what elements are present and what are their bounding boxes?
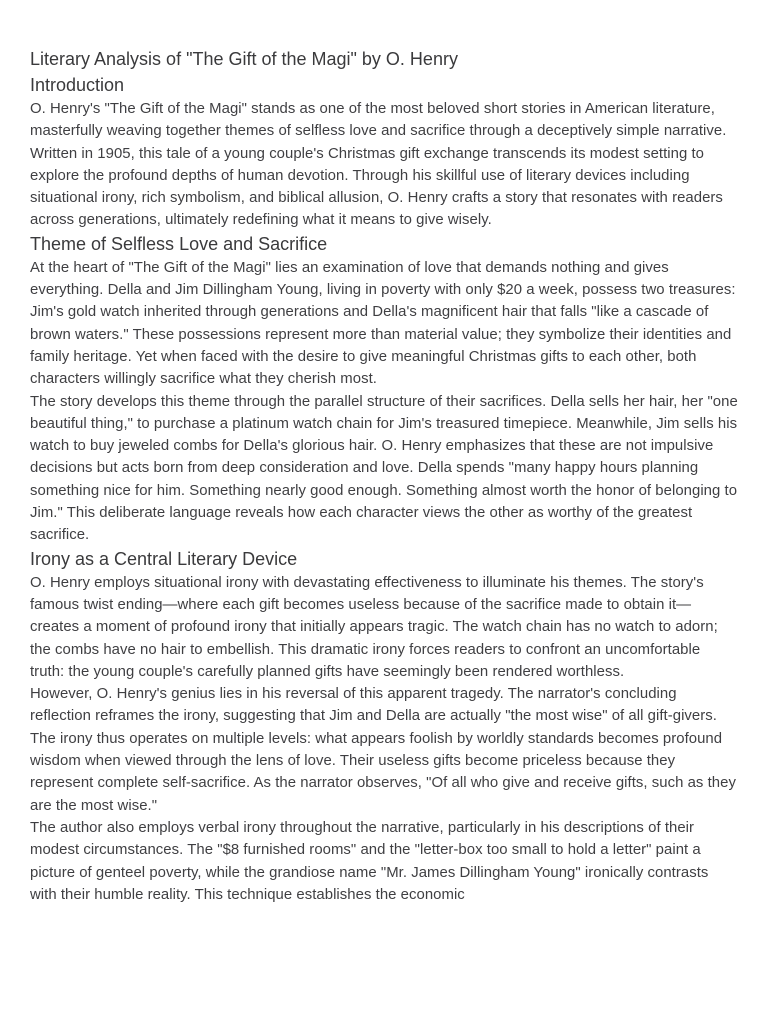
paragraph: The author also employs verbal irony throughout the narrative, particularly in his descriptions of their modest circumstances. The "$8 furnished rooms" and the "letter-box too small to hold a letter" paint a picture of genteel poverty, while the grandiose name "Mr. James Dillingham Young" ironically contrasts with their humble reality. This technique establishes the economic xyxy=(30,819,709,903)
paragraph: O. Henry's "The Gift of the Magi" stands as one of the most beloved short stories in American literature, masterfully weaving together themes of selfless love and sacrifice through a deceptively simple narrative. Written in 1905, this tale of a young couple's Christmas gift exchange transcends its modest setting to explore the profound depths of human devotion. Through his skillful use of literary devices including situational irony, rich symbolism, and biblical allusion, O. Henry crafts a story that resonates with readers across generations, ultimately redefining what it means to give wisely. xyxy=(30,101,727,229)
paragraph: However, O. Henry's genius lies in his reversal of this apparent tragedy. The narrator's concluding reflection reframes the irony, suggesting that Jim and Della are actually "the most wise" of all gift-givers. The irony thus operates on multiple levels: what appears foolish by worldly standards becomes profound wisdom when viewed through the lens of love. Their useless gifts become priceless because they represent complete self-sacrifice. As the narrator observes, "Of all who give and receive gifts, such as they are the most wise." xyxy=(30,686,736,814)
section-heading: Irony as a Central Literary Device xyxy=(30,548,298,569)
section-introduction xyxy=(30,73,738,232)
section-theme xyxy=(30,232,738,547)
section-heading: Introduction xyxy=(30,75,125,95)
section-irony xyxy=(30,547,738,906)
paragraph: O. Henry employs situational irony with devastating effectiveness to illuminate his themes. The story's famous twist ending—where each gift becomes useless because of the sacrifice made to obtain it—creates a moment of profound irony that initially appears tragic. The watch chain has no watch to adorn; the combs have no hair to embellish. This dramatic irony forces readers to confront an uncomfortable truth: the young couple's carefully planned gifts have seemingly been rendered worthless. xyxy=(30,574,718,680)
paragraph: The story develops this theme through the parallel structure of their sacrifices. Della sells her hair, her "one beautiful thing," to purchase a platinum watch chain for Jim's treasured timepiece. Meanwhile, Jim sells his watch to buy jeweled combs for Della's glorious hair. O. Henry emphasizes that these are not impulsive decisions but acts born from deep consideration and love. Della spends "many happy hours planning something nice for him. Something nearly good enough. Something almost worth the honor of belonging to Jim." This deliberate language reveals how each character views the other as worthy of the greatest sacrifice. xyxy=(30,393,738,544)
page-bottom-margin xyxy=(0,958,768,1024)
section-heading: Theme of Selfless Love and Sacrifice xyxy=(30,233,328,254)
paragraph: At the heart of "The Gift of the Magi" lies an examination of love that demands nothing and gives everything. Della and Jim Dillingham Young, living in poverty with only $20 a week, possess two treasures: Jim's gold watch inherited through generations and Della's magnificent hair that falls "like a cascade of brown waters." These possessions represent more than material value; they symbolize their identities and family heritage. Yet when faced with the desire to give meaningful Christmas gifts to each other, both characters willingly sacrifice what they cherish most. xyxy=(30,259,736,388)
document-title: Literary Analysis of "The Gift of the Magi" by O. Henry xyxy=(30,49,458,69)
